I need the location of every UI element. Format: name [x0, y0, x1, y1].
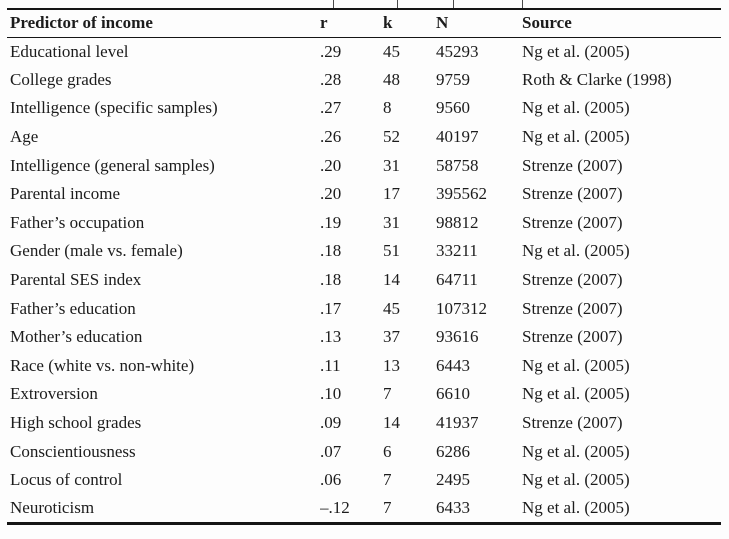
cell-k: 14 — [383, 413, 400, 433]
cell-predictor: Gender (male vs. female) — [10, 241, 183, 261]
cell-n: 33211 — [436, 241, 478, 261]
cell-r: –.12 — [320, 498, 350, 518]
table-row — [7, 94, 721, 123]
cell-n: 45293 — [436, 41, 479, 61]
table-row — [7, 237, 721, 266]
cell-n: 6443 — [436, 355, 470, 375]
cell-n: 395562 — [436, 184, 487, 204]
cell-source: Strenze (2007) — [522, 298, 623, 318]
table-row — [7, 294, 721, 323]
column-divider-tick — [453, 0, 454, 8]
cell-predictor: Parental SES index — [10, 270, 142, 290]
cell-predictor: Educational level — [10, 41, 129, 61]
cell-r: .18 — [320, 241, 342, 261]
cell-k: 31 — [383, 155, 400, 175]
cell-r: .19 — [320, 212, 342, 232]
cell-predictor: Conscientiousness — [10, 441, 136, 461]
cell-source: Ng et al. (2005) — [522, 355, 630, 375]
header-row — [7, 9, 721, 37]
table-row — [7, 409, 721, 438]
cell-r: .10 — [320, 384, 342, 404]
table-row — [7, 495, 721, 524]
cell-predictor: Intelligence (general samples) — [10, 155, 215, 175]
table-row — [7, 37, 721, 66]
header-n: N — [436, 13, 449, 33]
column-divider-tick — [333, 0, 334, 8]
cell-source: Strenze (2007) — [522, 184, 623, 204]
cell-predictor: Age — [10, 127, 39, 147]
cell-source: Strenze (2007) — [522, 413, 623, 433]
cell-predictor: Intelligence (specific samples) — [10, 98, 218, 118]
cell-r: .20 — [320, 184, 342, 204]
cell-predictor: High school grades — [10, 413, 142, 433]
cell-predictor: Locus of control — [10, 470, 123, 490]
cell-source: Ng et al. (2005) — [522, 41, 630, 61]
cell-r: .29 — [320, 41, 342, 61]
table-row — [7, 380, 721, 409]
table-row — [7, 323, 721, 352]
table-row — [7, 466, 721, 495]
table-row — [7, 266, 721, 295]
cell-source: Ng et al. (2005) — [522, 384, 630, 404]
income-predictors-table — [7, 8, 721, 525]
cell-r: .27 — [320, 98, 342, 118]
cell-predictor: Parental income — [10, 184, 120, 204]
cell-n: 98812 — [436, 212, 479, 232]
cell-n: 9759 — [436, 69, 470, 89]
header-k: k — [383, 13, 393, 33]
cell-source: Ng et al. (2005) — [522, 498, 630, 518]
cell-r: .20 — [320, 155, 342, 175]
cell-r: .06 — [320, 470, 342, 490]
cell-k: 8 — [383, 98, 392, 118]
cell-n: 9560 — [436, 98, 470, 118]
cell-r: .18 — [320, 270, 342, 290]
cell-source: Roth & Clarke (1998) — [522, 69, 672, 89]
table-row — [7, 123, 721, 152]
cell-r: .09 — [320, 413, 342, 433]
table-row — [7, 180, 721, 209]
cell-k: 7 — [383, 470, 392, 490]
cell-k: 14 — [383, 270, 400, 290]
cell-k: 45 — [383, 41, 400, 61]
cell-source: Strenze (2007) — [522, 212, 623, 232]
table-row — [7, 352, 721, 381]
cell-k: 45 — [383, 298, 400, 318]
cell-source: Ng et al. (2005) — [522, 241, 630, 261]
cell-predictor: Father’s occupation — [10, 212, 145, 232]
cell-source: Ng et al. (2005) — [522, 470, 630, 490]
cell-n: 107312 — [436, 298, 487, 318]
table-body — [7, 37, 721, 523]
cell-n: 6433 — [436, 498, 470, 518]
cell-n: 2495 — [436, 470, 470, 490]
cell-source: Strenze (2007) — [522, 327, 623, 347]
cell-n: 40197 — [436, 127, 479, 147]
cell-predictor: Race (white vs. non-white) — [10, 355, 195, 375]
cell-k: 7 — [383, 384, 392, 404]
column-divider-tick — [397, 0, 398, 8]
cell-n: 41937 — [436, 413, 479, 433]
table-row — [7, 151, 721, 180]
cell-n: 58758 — [436, 155, 479, 175]
table-row — [7, 209, 721, 238]
header-r: r — [320, 13, 328, 33]
table-row — [7, 66, 721, 95]
cell-n: 93616 — [436, 327, 479, 347]
cell-k: 51 — [383, 241, 400, 261]
cell-predictor: College grades — [10, 69, 112, 89]
cell-n: 64711 — [436, 270, 478, 290]
cell-r: .28 — [320, 69, 342, 89]
cell-k: 7 — [383, 498, 392, 518]
table-row — [7, 437, 721, 466]
cell-source: Strenze (2007) — [522, 270, 623, 290]
header-predictor: Predictor of income — [10, 13, 153, 33]
cell-k: 6 — [383, 441, 392, 461]
cell-k: 17 — [383, 184, 400, 204]
cell-source: Ng et al. (2005) — [522, 441, 630, 461]
header-source: Source — [522, 13, 572, 33]
cell-predictor: Extroversion — [10, 384, 98, 404]
cell-r: .26 — [320, 127, 342, 147]
cell-r: .11 — [320, 355, 341, 375]
column-divider-tick — [522, 0, 523, 8]
cell-r: .07 — [320, 441, 342, 461]
cell-source: Ng et al. (2005) — [522, 98, 630, 118]
cell-predictor: Father’s education — [10, 298, 136, 318]
cell-n: 6286 — [436, 441, 470, 461]
cell-k: 31 — [383, 212, 400, 232]
cell-k: 37 — [383, 327, 400, 347]
cell-source: Strenze (2007) — [522, 155, 623, 175]
income-predictors-table-wrap — [7, 8, 721, 525]
cell-predictor: Neuroticism — [10, 498, 95, 518]
cell-k: 48 — [383, 69, 400, 89]
cell-k: 13 — [383, 355, 400, 375]
cell-k: 52 — [383, 127, 400, 147]
cell-predictor: Mother’s education — [10, 327, 143, 347]
cell-r: .17 — [320, 298, 342, 318]
cell-source: Ng et al. (2005) — [522, 127, 630, 147]
table-header — [7, 9, 721, 37]
cell-n: 6610 — [436, 384, 470, 404]
cell-r: .13 — [320, 327, 342, 347]
